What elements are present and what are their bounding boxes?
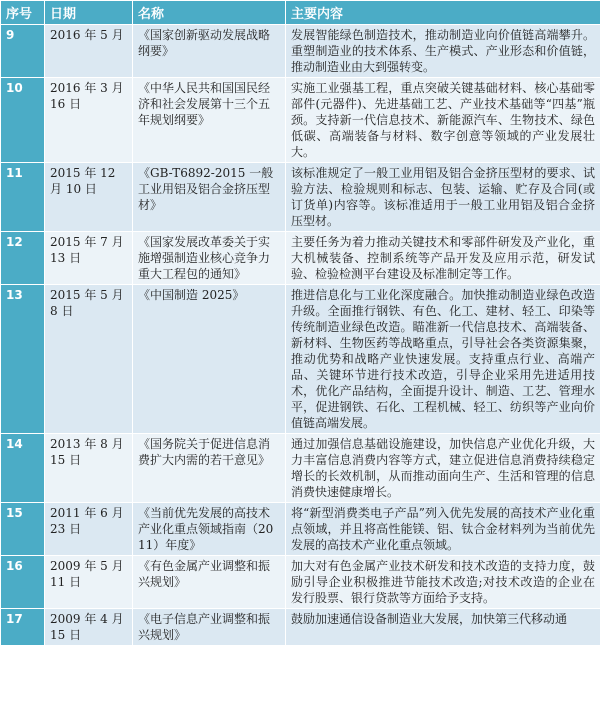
row-no: 10 bbox=[1, 78, 45, 163]
row-no: 15 bbox=[1, 503, 45, 556]
row-no: 16 bbox=[1, 556, 45, 609]
row-date: 2015 年 5 月 8 日 bbox=[45, 285, 133, 434]
row-content: 推进信息化与工业化深度融合。加快推动制造业绿色改造升级。全面推行钢铁、有色、化工、建材、轻工、印染等传统制造业绿色改造。瞄准新一代信息技术、高端装备、新材料、生物医药等战略重点，引导社会各类资源集聚，推动优势和战略产业快速发展。支持重点行业、高端产品、关键环节进行技术改造，引导企业采用先进适用技术，优化产品结构，全面提升设计、制造、工艺、管理水平，促进钢铁、石化、工程机械、轻工、纺织等产业向价值链高端发展。 bbox=[286, 285, 600, 434]
row-date: 2011 年 6 月 23 日 bbox=[45, 503, 133, 556]
header-date: 日期 bbox=[45, 1, 133, 25]
row-name: 《国家发展改革委关于实施增强制造业核心竞争力重大工程包的通知》 bbox=[133, 232, 286, 285]
row-date: 2015 年 7 月 13 日 bbox=[45, 232, 133, 285]
row-content: 实施工业强基工程，重点突破关键基础材料、核心基础零部件(元器件)、先进基础工艺、产业技术基础等“四基”瓶颈。支持新一代信息技术、新能源汽车、生物技术、绿色低碳、高端装备与材料、数字创意等领域的产业发展壮大。 bbox=[286, 78, 600, 163]
header-no: 序号 bbox=[1, 1, 45, 25]
row-no: 13 bbox=[1, 285, 45, 434]
table-row bbox=[1, 556, 600, 609]
row-content: 发展智能绿色制造技术，推动制造业向价值链高端攀升。重塑制造业的技术体系、生产模式、产业形态和价值链，推动制造业由大到强转变。 bbox=[286, 25, 600, 78]
table-row bbox=[1, 232, 600, 285]
row-content: 该标准规定了一般工业用铝及铝合金挤压型材的要求、试验方法、检验规则和标志、包装、运输、贮存及合同(或订货单)内容等。该标准适用于一般工业用铝及铝合金挤压型材。 bbox=[286, 163, 600, 232]
row-name: 《GB-T6892-2015 一般工业用铝及铝合金挤压型材》 bbox=[133, 163, 286, 232]
row-no: 14 bbox=[1, 434, 45, 503]
row-name: 《中华人民共和国国民经济和社会发展第十三个五年规划纲要》 bbox=[133, 78, 286, 163]
header-name: 名称 bbox=[133, 1, 286, 25]
row-content: 将“新型消费类电子产品”列入优先发展的高技术产业化重点领域，并且将高性能镁、铝、钛合金材料列为当前优先发展的高技术产业化重点领域。 bbox=[286, 503, 600, 556]
row-name: 《有色金属产业调整和振兴规划》 bbox=[133, 556, 286, 609]
row-no: 11 bbox=[1, 163, 45, 232]
row-content: 加大对有色金属产业技术研发和技术改造的支持力度，鼓励引导企业积极推进节能技术改造;对技术改造的企业在发行股票、银行贷款等方面给予支持。 bbox=[286, 556, 600, 609]
row-name: 《国家创新驱动发展战略纲要》 bbox=[133, 25, 286, 78]
table-header-row bbox=[1, 1, 600, 25]
table-row bbox=[1, 609, 600, 646]
table-row bbox=[1, 503, 600, 556]
row-date: 2015 年 12 月 10 日 bbox=[45, 163, 133, 232]
row-date: 2016 年 5 月 bbox=[45, 25, 133, 78]
row-no: 9 bbox=[1, 25, 45, 78]
row-no: 17 bbox=[1, 609, 45, 646]
table-row bbox=[1, 78, 600, 163]
row-name: 《中国制造 2025》 bbox=[133, 285, 286, 434]
table-row bbox=[1, 434, 600, 503]
table-row bbox=[1, 163, 600, 232]
table-row bbox=[1, 285, 600, 434]
row-content: 通过加强信息基础设施建设，加快信息产业优化升级，大力丰富信息消费内容等方式，建立促进信息消费持续稳定增长的长效机制，从而推动面向生产、生活和管理的信息消费快速健康增长。 bbox=[286, 434, 600, 503]
row-date: 2009 年 5 月 11 日 bbox=[45, 556, 133, 609]
header-content: 主要内容 bbox=[286, 1, 600, 25]
row-name: 《国务院关于促进信息消费扩大内需的若干意见》 bbox=[133, 434, 286, 503]
row-content: 主要任务为着力推动关键技术和零部件研发及产业化，重大机械装备、控制系统等产品开发及应用示范，研发试验、检验检测平台建设及标准制定等工作。 bbox=[286, 232, 600, 285]
row-date: 2016 年 3 月 16 日 bbox=[45, 78, 133, 163]
table-row bbox=[1, 25, 600, 78]
row-date: 2009 年 4 月 15 日 bbox=[45, 609, 133, 646]
row-date: 2013 年 8 月 15 日 bbox=[45, 434, 133, 503]
row-content: 鼓励加速通信设备制造业大发展，加快第三代移动通 bbox=[286, 609, 600, 646]
row-name: 《当前优先发展的高技术产业化重点领域指南（2011）年度》 bbox=[133, 503, 286, 556]
row-name: 《电子信息产业调整和振兴规划》 bbox=[133, 609, 286, 646]
row-no: 12 bbox=[1, 232, 45, 285]
